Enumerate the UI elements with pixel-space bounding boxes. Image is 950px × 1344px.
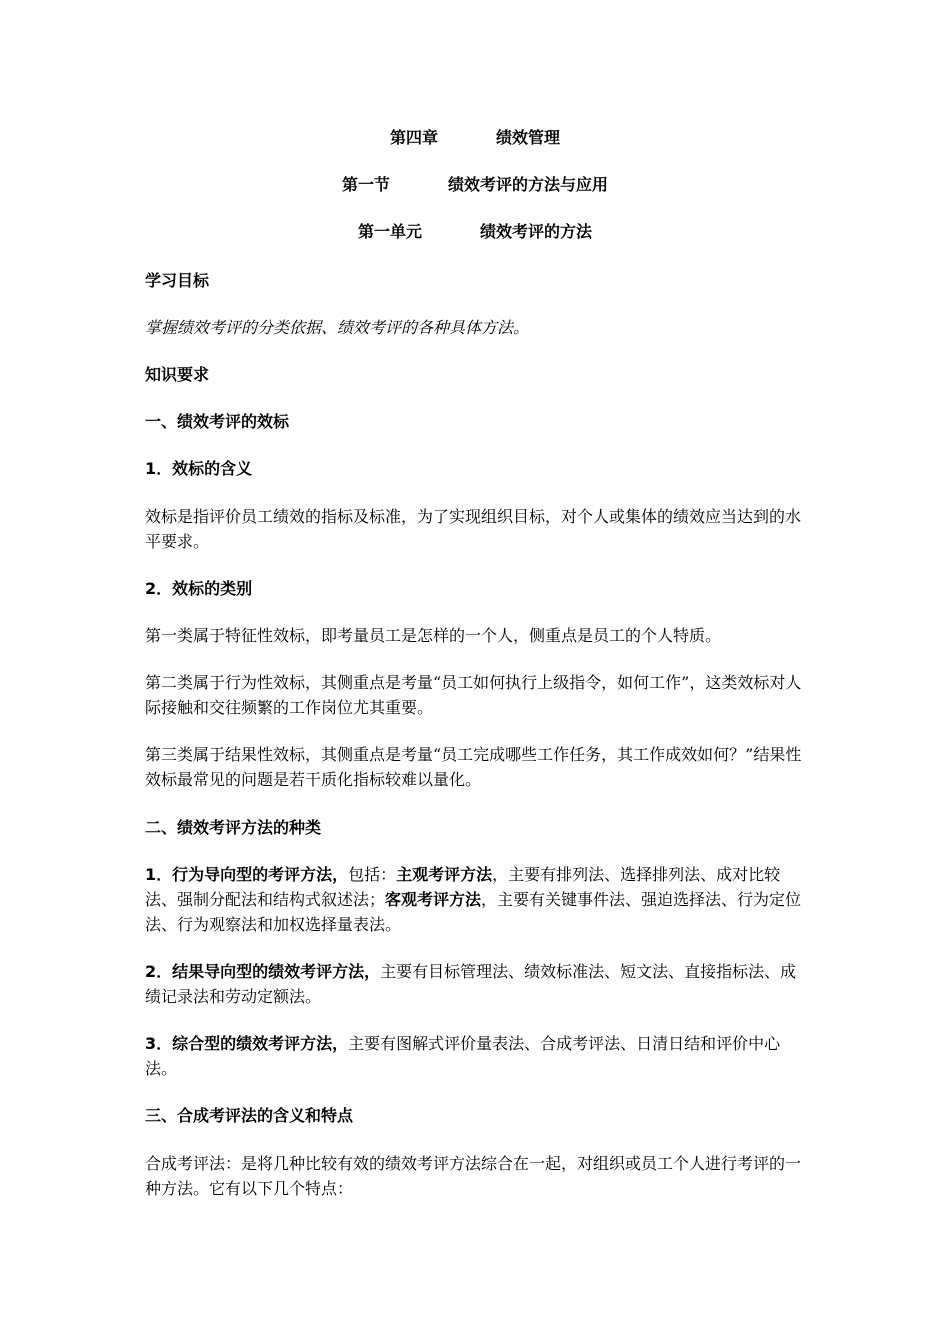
part2-item1-objective-label: 客观考评方法 xyxy=(385,890,482,909)
part1-type1-text: 第一类属于特征性效标，即考量员工是怎样的一个人，侧重点是员工的个人特质。 xyxy=(145,626,722,645)
part3-text: 合成考评法：是将几种比较有效的绩效考评方法综合在一起，对组织或员工个人进行考评的一种方法。它有以下几个特点： xyxy=(145,1154,802,1198)
chapter-title xyxy=(0,128,950,148)
part2-item1-subjective-label: 主观考评方法 xyxy=(396,865,493,884)
part1-sub2-heading: 2．效标的类别 xyxy=(145,579,253,598)
part1-type3-text: 第三类属于结果性效标，其侧重点是考量“员工完成哪些工作任务，其工作成效如何？”结果性效标最常见的问题是若干质化指标较难以量化。 xyxy=(145,745,802,789)
part1-type2-text: 第二类属于行为性效标，其侧重点是考量“员工如何执行上级指令，如何工作”，这类效标对人际接触和交往频繁的工作岗位尤其重要。 xyxy=(145,673,802,717)
part2-item3-title: 3．综合型的绩效考评方法， xyxy=(145,1034,349,1053)
part2-heading: 二、绩效考评方法的种类 xyxy=(145,818,322,837)
section-number: 第一节 xyxy=(341,175,390,194)
chapter-name: 绩效管理 xyxy=(496,128,561,147)
part2-item2-title: 2．结果导向型的绩效考评方法， xyxy=(145,962,381,981)
learning-goal-heading: 学习目标 xyxy=(145,271,210,290)
section-name: 绩效考评的方法与应用 xyxy=(448,175,609,194)
unit-name: 绩效考评的方法 xyxy=(480,222,593,241)
part1-sub1-heading: 1．效标的含义 xyxy=(145,459,253,478)
chapter-number: 第四章 xyxy=(389,128,438,147)
unit-number: 第一单元 xyxy=(357,222,422,241)
part2-item2 xyxy=(145,959,810,1009)
part2-item3 xyxy=(145,1031,810,1081)
part1-sub1-text: 效标是指评价员工绩效的指标及标准，为了实现组织目标，对个人或集体的绩效应当达到的水平要求。 xyxy=(145,507,802,551)
section-title xyxy=(0,175,950,195)
part2-item3-text: 主要有图解式评价量表法、合成考评法、日清日结和评价中心法。 xyxy=(145,1034,781,1078)
part1-heading: 一、绩效考评的效标 xyxy=(145,412,290,431)
part2-item2-text: 主要有目标管理法、绩效标准法、短文法、直接指标法、成绩记录法和劳动定额法。 xyxy=(145,962,797,1006)
part2-item1-text-b: ，主要有排列法、选择排列法、成对比较法、强制分配法和结构式叙述法； xyxy=(145,865,781,909)
learning-goal-text: 掌握绩效考评的分类依据、绩效考评的各种具体方法。 xyxy=(145,318,530,337)
part2-item1-text-c: ，主要有关键事件法、强迫选择法、行为定位法、行为观察法和加权选择量表法。 xyxy=(145,890,802,934)
part2-item1 xyxy=(145,862,810,937)
part3-heading: 三、合成考评法的含义和特点 xyxy=(145,1106,354,1125)
part2-item1-text-a: 包括： xyxy=(348,865,397,884)
knowledge-heading: 知识要求 xyxy=(145,365,210,384)
part2-item1-title: 1．行为导向型的考评方法， xyxy=(145,865,349,884)
unit-title xyxy=(0,222,950,242)
